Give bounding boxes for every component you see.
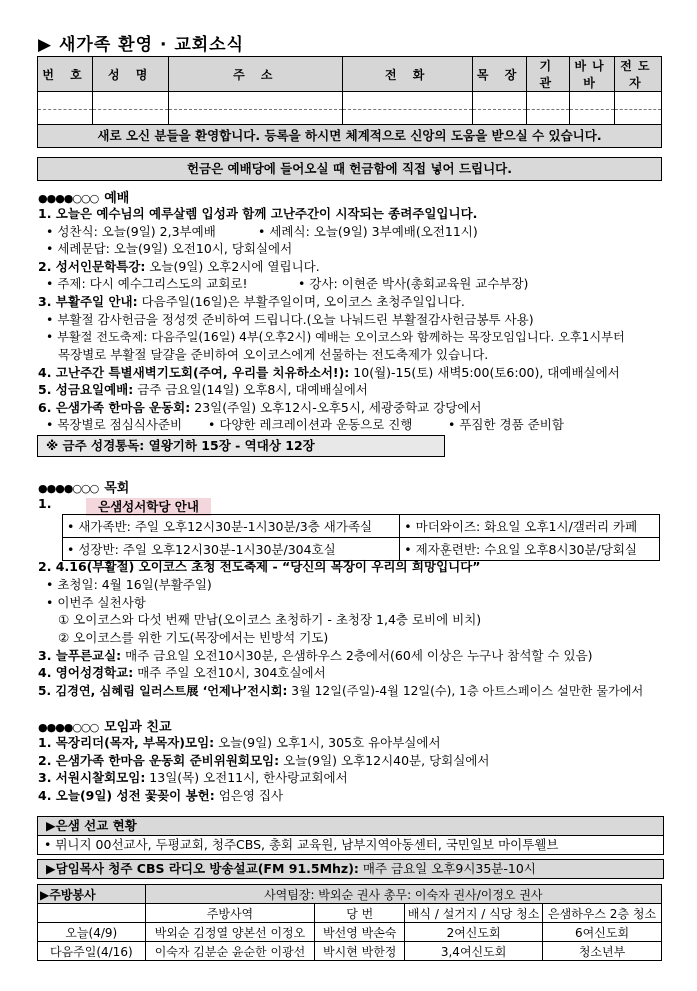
item-label: 5. 김경연, 심혜림 일러스트展 ‘언제나’전시회: [38,684,288,698]
service-cell: 박외순 김정열 양본선 이정오 [145,923,315,942]
worship-item [38,399,482,417]
ministry-item [38,664,326,682]
worship-item [38,364,620,382]
item-label: 3. 늘푸른교실: [38,648,122,663]
worship-sub-item: • 다양한 레크레이션과 운동으로 진행 [208,417,413,432]
service-col-header: 당 번 [315,904,405,923]
ministry-sub-item: ① 오이코스와 다섯 번째 만남(오이코스 초청하기 - 초청장 1,4층 로비에 비치) [58,612,482,627]
service-cell: 박시현 박한정 [315,942,405,961]
worship-sub-item: • 부활절 전도축제: 다음주일(16일) 4부(오후2시) 예배는 오이코스와 함께하는 목장모임입니다. 오후1시부터 [46,330,625,344]
radio-heading: ▶담임목사 청주 CBS 라디오 방송설교(FM 91.5Mhz): [46,861,359,876]
service-heading: ▶주방봉사 [38,885,146,904]
item-label: 1. 목장리더(목자, 부목자)모임: [38,735,215,750]
service-cell: 2여신도회 [405,923,543,942]
ministry-sub-item: ② 오이코스를 위한 기도(목장에서는 빈방석 기도) [58,630,329,645]
ministry-heading-text: 목회 [104,481,130,496]
meeting-item [38,752,489,770]
item-text: 금주 금요일(14일) 오후8시, 대예배실에서 [133,382,368,397]
radio-line [38,860,663,878]
item-text: 엄은영 집사 [214,788,284,803]
service-cell: 청소년부 [543,942,662,961]
item-text: 오늘(9일) 오후2시에 열립니다. [145,259,320,274]
service-col-header: 은샘하우스 2층 청소 [543,904,662,923]
ministry-item: 2. 4.16(부활절) 오이코스 초청 전도축제 - “당신의 목장이 우리의 희망입니다” [38,559,481,574]
col-name: 성 명 [93,57,169,92]
item-label: 3. 서원시찰회모임: [38,770,146,785]
ministry-sub-item: • 이번주 실천사항 [46,595,146,610]
bullet-dots-icon: ●●●●○○○ [38,192,99,205]
item-text: 다음주일(16일)은 부활주일이며, 오이코스 초청주일입니다. [137,294,465,309]
item-label: 3. 부활주일 안내: [38,294,138,309]
ministry-item [38,647,593,665]
bible-school-tab: 은샘성서학당 안내 [86,498,211,516]
service-col-header: 주방사역 [145,904,315,923]
worship-sub-item: 목장별로 부활절 달걀을 준비하여 오이코스에게 선물하는 전도축제가 있습니다. [58,347,489,362]
ministry-item [38,682,643,700]
item-text: 오늘(9일) 오후1시, 305호 유아부실에서 [214,735,441,750]
service-cell: 오늘(4/9) [38,923,146,942]
worship-sub-item: • 목장별로 점심식사준비 [46,417,183,432]
worship-sub-item: • 세례식: 오늘(9일) 3부예배(오전11시) [258,224,478,239]
item-text: 23일(주일) 오후12시-오후5시, 세광중학교 강당에서 [190,400,482,415]
item-label: 4. 오늘(9일) 성전 꽃꽂이 봉헌: [38,788,215,803]
worship-sub-item: • 푸짐한 경품 준비함 [448,417,564,432]
meetings-heading-text: 모임과 친교 [104,720,172,735]
worship-heading-text: 예배 [104,191,130,206]
class-cell: • 성장반: 주일 오후12시30분-1시30분/304호실 [63,538,400,561]
service-row [38,942,662,961]
item-label: 2. 성서인문학특강: [38,259,146,274]
worship-sub-item: • 부활절 감사헌금을 정성껏 준비하여 드립니다.(오늘 나눠드린 부활절감사헌금봉투 사용) [46,312,534,327]
welcome-notice: 새로 오신 분들을 환영합니다. 등록을 하시면 체계적으로 신앙의 도움을 받으실 수 있습니다. [37,124,662,148]
kitchen-service-table [37,884,662,961]
item-label: 5. 성금요일예배: [38,382,134,397]
service-col-header: 배식 / 설거지 / 식당 청소 [405,904,543,923]
worship-sub-item: • 강사: 이현준 박사(총회교육원 교수부장) [298,276,529,291]
col-address: 주 소 [169,57,343,92]
worship-sub-item: • 주제: 다시 예수그리스도의 교회로! [46,276,248,291]
col-org: 기 관 [527,57,570,92]
service-row [38,923,662,942]
radio-box [37,859,664,879]
missions-body: • 뮈니지 00선교사, 두평교회, 청주CBS, 총회 교육원, 남부지역아동센터, 국민일보 마이투웰브 [38,835,663,854]
worship-sub-item: • 세례문답: 오늘(9일) 오전10시, 당회실에서 [46,241,293,256]
service-leaders: 사역팀장: 박외순 권사 총무: 이숙자 권사/이정오 권사 [145,885,661,904]
col-phone: 전 화 [343,57,473,92]
service-col-header [38,904,146,923]
item-text: 3월 12일(주일)-4월 12일(수), 1층 아트스페이스 설만한 물가에서 [287,684,644,698]
ministry-item-number: 1. [38,496,52,511]
item-label: 4. 고난주간 특별새벽기도회(주여, 우리를 치유하소서!): [38,365,350,380]
col-number: 번 호 [38,57,93,92]
item-text: 매주 주일 오전10시, 304호실에서 [133,665,326,680]
service-cell: 박선영 박손숙 [315,923,405,942]
service-cell: 다음주일(4/16) [38,942,146,961]
worship-heading [38,187,129,206]
item-label: 6. 은샘가족 한마음 운동회: [38,400,191,415]
class-cell: • 새가족반: 주일 오후12시30분-1시30분/3층 새가족실 [63,515,400,538]
worship-item: 1. 오늘은 예수님의 예루살렘 입성과 함께 고난주간이 시작되는 종려주일입니다. [38,206,478,221]
class-cell: • 제자훈련반: 수요일 오후8시30분/당회실 [400,538,660,561]
meetings-heading [38,716,172,735]
bullet-dots-icon: ●●●●○○○ [38,721,99,734]
item-label: 4. 영어성경학교: [38,665,134,680]
ministry-sub-item: • 초청일: 4월 16일(부활주일) [46,577,212,592]
worship-item [38,381,368,399]
item-text: 매주 금요일 오전10시30분, 은샘하우스 2층에서(60세 이상은 누구나 참석할 수 있음) [121,648,593,663]
offering-notice: 헌금은 예배당에 들어오실 때 헌금함에 직접 넣어 드립니다. [37,157,662,181]
missions-box [37,816,664,855]
ministry-heading [38,477,129,496]
service-cell: 이숙자 김분순 윤순한 이광선 [145,942,315,961]
service-cell: 3,4여신도회 [405,942,543,961]
meeting-item [38,787,283,805]
worship-sub-item: • 성찬식: 오늘(9일) 2,3부예배 [46,224,216,239]
registration-header-row [38,57,662,92]
item-text: 오늘(9일) 오후12시40분, 당회실에서 [279,753,490,768]
missions-heading: ▶은샘 선교 현황 [38,817,663,835]
bullet-dots-icon: ●●●●○○○ [38,482,99,495]
meeting-item [38,734,441,752]
service-cell: 6여신도회 [543,923,662,942]
worship-item [38,258,320,276]
col-evangelist: 전도자 [614,57,661,92]
page-title: ▶ 새가족 환영 · 교회소식 [38,35,245,55]
bible-school-grid [62,514,660,561]
registration-row[interactable] [38,92,662,110]
worship-item [38,293,465,311]
item-text: 10(월)-15(토) 새벽5:00(토6:00), 대예배실에서 [349,365,620,380]
radio-body: 매주 금요일 오후9시35분-10시 [358,861,536,876]
class-cell: • 마더와이즈: 화요일 오후1시/갤러리 카페 [400,515,660,538]
item-label: 2. 은샘가족 한마음 운동회 준비위원회모임: [38,753,280,768]
item-text: 13일(목) 오전11시, 한사랑교회에서 [145,770,348,785]
meeting-item [38,769,348,787]
col-barnabas: 바나바 [570,57,614,92]
bible-reading-box: ※ 금주 성경통독: 열왕기하 15장 - 역대상 12장 [37,435,445,457]
col-cell: 목 장 [473,57,527,92]
